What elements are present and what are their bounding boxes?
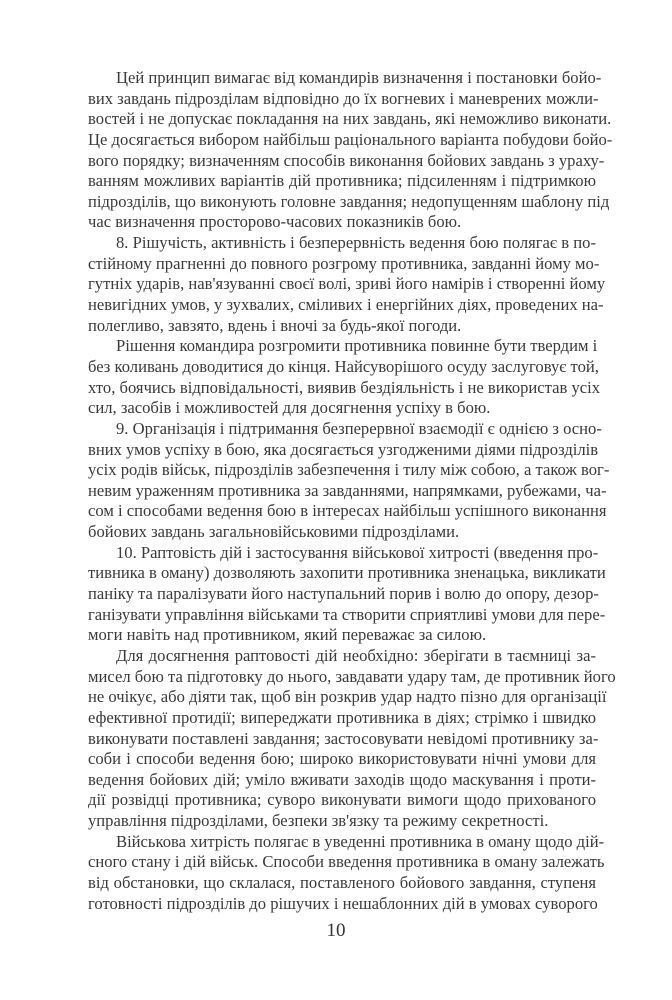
text-line: Військова хитрість полягає в уведенні противника в оману щодо дій-: [116, 831, 605, 851]
text-line: мисел бою та підготовку до нього, завдавати удару там, де противник його: [88, 666, 616, 686]
text-line: ефективної протидії; випереджати противника в діях; стрімко і швидко: [88, 707, 596, 727]
text-line: невигідних умов, у зухвалих, сміливих і енергійних діях, проведених на-: [88, 295, 604, 315]
text-line: моги навіть над противником, який переважає за силою.: [88, 625, 487, 645]
text-line: від обстановки, що склалася, поставленого бойового завдання, ступеня: [88, 872, 596, 892]
text-line: хто, боячись відповідальності, виявив бездіяльність і не використав усіх: [88, 377, 601, 397]
text-line: соби і способи ведення бою; широко використовувати нічні умови для: [88, 749, 596, 769]
text-line: ванням можливих варіантів дій противника; підсиленням і підтримкою: [88, 171, 596, 191]
text-line: 10. Раптовість дій і застосування військової хитрості (введення про-: [116, 542, 599, 562]
text-line: виконувати поставлені завдання; застосовувати невідомі противнику за-: [88, 728, 599, 748]
text-line: паніку та паралізувати його наступальний порив і волю до опору, дезор-: [88, 584, 599, 604]
text-line: підрозділів, що виконують головне завдання; недопущенням шаблону під: [88, 191, 610, 211]
text-line: полегливо, завзято, вдень і вночі за будь-якої погоди.: [88, 315, 462, 335]
text-line: готовності підрозділів до рішучих і нешаблонних дій в умовах суворого: [88, 893, 598, 913]
paragraph: [88, 418, 610, 543]
text-line: Рішення командира розгромити противника повинне бути твердим і: [116, 336, 598, 356]
text-line: не очікує, або діяти так, щоб він розкрив удар надто пізно для організації: [88, 687, 607, 707]
paragraph: [88, 831, 605, 915]
text-line: усіх родів військ, підрозділів забезпечення і тилу між собою, а також вог-: [88, 460, 610, 480]
text-line: вих завдань підрозділам відповідно до їх вогневих і маневрених можли-: [88, 88, 599, 108]
text-line: дії розвідці противника; суворо виконувати вимоги щодо прихованого: [88, 790, 596, 810]
text-line: 8. Рішучість, активність і безперервність ведення бою полягає в по-: [116, 233, 596, 253]
text-line: невим ураженням противника за завданнями, напрямками, рубежами, ча-: [88, 480, 607, 500]
text-line: бойових завдань загальновійськовими підрозділами.: [88, 522, 460, 542]
text-line: Для досягнення раптовості дій необхідно: зберігати в таємниці за-: [116, 645, 596, 665]
text-line: тивника в оману) дозволяють захопити противника зненацька, викликати: [88, 563, 606, 583]
text-line: вого порядку; визначенням способів виконання бойових завдань з ураху-: [88, 150, 605, 170]
text-line: ведення бойових дій; уміло вживати заходів щодо маскування і проти-: [88, 769, 596, 789]
text-line: Цей принцип вимагає від командирів визначення і постановки бойо-: [116, 68, 602, 87]
text-line: сного стану і дій військ. Способи введення противника в оману залежать: [88, 852, 605, 872]
page-body: [88, 68, 616, 914]
text-line: час визначення просторово-часових показників бою.: [88, 212, 462, 232]
paragraph: [88, 645, 616, 832]
paragraph: [88, 233, 606, 336]
text-line: без коливань доводитися до кінця. Найсуворішого осуду заслуговує той,: [88, 356, 599, 376]
text-line: сом і способами ведення бою в інтересах найбільш успішного виконання: [88, 501, 607, 521]
page-number: 10: [326, 920, 346, 941]
text-line: вних умов успіху в бою, яка досягається узгодженими діями підрозділів: [88, 439, 599, 459]
text-line: стійному прагненні до повного розгрому противника, завданні йому мо-: [88, 253, 600, 273]
paragraph: [88, 68, 613, 233]
text-line: 9. Організація і підтримання безперервної взаємодії є однією з осно-: [116, 418, 602, 438]
text-line: Це досягається вибором найбільш раціонального варіанта побудови бойо-: [88, 129, 613, 149]
text-line: востей і не допускає покладання на них завдань, які неможливо виконати.: [88, 109, 612, 129]
text-line: управління підрозділами, безпеки зв'язку та режиму секретності.: [88, 811, 549, 831]
paragraph: [88, 336, 601, 419]
text-line: ганізувати управління військами та створити сприятливі умови для пере-: [88, 604, 606, 624]
paragraph: [88, 542, 606, 646]
text-line: гутніх ударів, нав'язуванні своєї волі, зриві його намірів і створенні йому: [88, 274, 606, 294]
text-line: сил, засобів і можливостей для досягнення успіху в бою.: [88, 398, 491, 418]
